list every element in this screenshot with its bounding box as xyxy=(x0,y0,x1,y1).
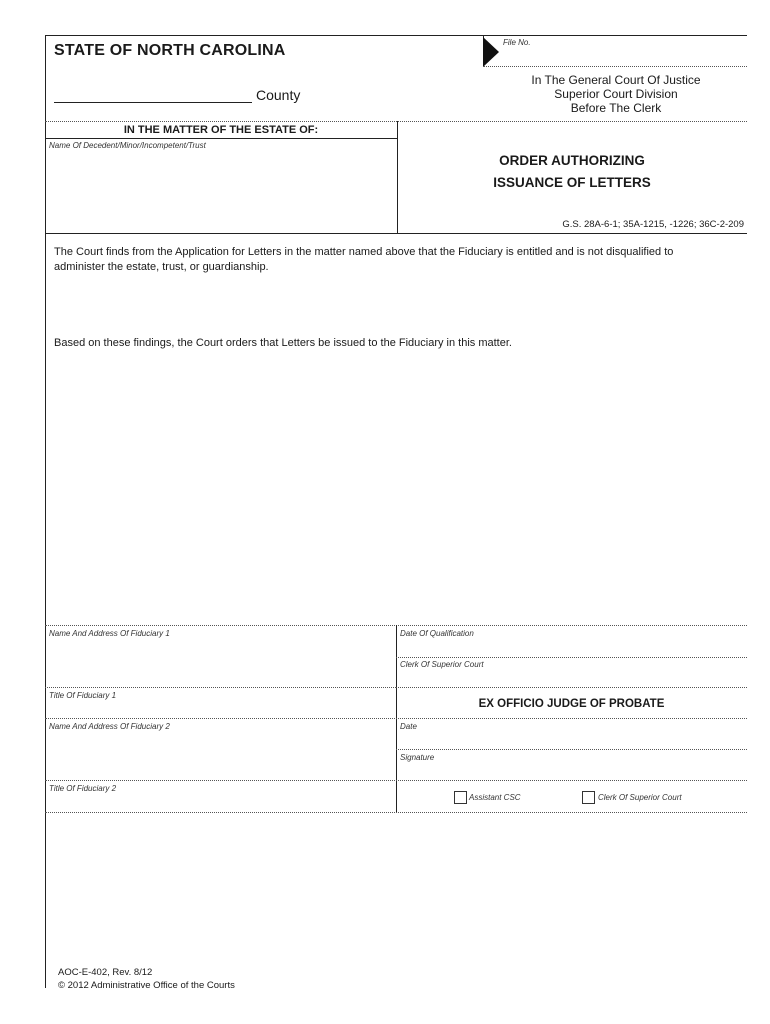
file-no-line[interactable] xyxy=(483,66,747,67)
matter-heading-underline xyxy=(45,138,397,139)
date-of-qualification-label: Date Of Qualification xyxy=(400,629,474,638)
clerk-of-superior-court-label: Clerk Of Superior Court xyxy=(400,660,484,669)
court-line-1: In The General Court Of Justice xyxy=(531,73,701,87)
arrow-icon xyxy=(483,37,501,67)
finding-text: The Court finds from the Application for Letters in the matter named above that the Fiduciary is entitled and is not disqualified to administer the estate, trust, or guardianship. xyxy=(54,246,674,273)
body-top-line xyxy=(45,233,747,234)
top-border xyxy=(45,35,747,36)
date-line[interactable] xyxy=(396,749,747,750)
matter-top-line xyxy=(45,121,747,122)
statutes: G.S. 28A-6-1; 35A-1215, -1226; 36C-2-209 xyxy=(562,219,744,230)
fiduciary1-title-label: Title Of Fiduciary 1 xyxy=(49,691,117,700)
court-name-block xyxy=(486,73,746,115)
left-border xyxy=(45,35,46,988)
signature-label: Signature xyxy=(400,753,435,762)
order-title-line-1: ORDER AUTHORIZING xyxy=(499,153,645,168)
file-no-label: File No. xyxy=(503,38,531,47)
date-of-qualification-line[interactable] xyxy=(396,657,747,658)
decedent-name-field[interactable] xyxy=(49,160,389,230)
fiduciary2-title-label: Title Of Fiduciary 2 xyxy=(49,784,117,793)
fiduciary1-title-line[interactable] xyxy=(45,718,747,719)
copyright: © 2012 Administrative Office of the Courts xyxy=(58,980,235,991)
clerk-of-superior-court-checkbox[interactable] xyxy=(582,791,595,804)
assistant-csc-label: Assistant CSC xyxy=(469,793,521,802)
order-title xyxy=(397,150,747,194)
assistant-csc-checkbox[interactable] xyxy=(454,791,467,804)
clerk-name-line[interactable] xyxy=(396,687,747,688)
county-label: County xyxy=(256,87,301,103)
order-text: Based on these findings, the Court orders that Letters be issued to the Fiduciary in this matter. xyxy=(54,337,512,349)
fiduciary1-name-line[interactable] xyxy=(45,687,396,688)
clerk-checkbox-label: Clerk Of Superior Court xyxy=(598,793,682,802)
fiduciary1-name-label: Name And Address Of Fiduciary 1 xyxy=(49,629,170,638)
state-title: STATE OF NORTH CAROLINA xyxy=(54,42,286,59)
footer xyxy=(58,966,235,992)
order-title-line-2: ISSUANCE OF LETTERS xyxy=(493,175,651,190)
county-input-line[interactable] xyxy=(54,102,252,103)
signature-line[interactable] xyxy=(45,780,747,781)
court-line-3: Before The Clerk xyxy=(570,101,662,115)
fiduciary2-name-label: Name And Address Of Fiduciary 2 xyxy=(49,722,170,731)
decedent-name-label: Name Of Decedent/Minor/Incompetent/Trust xyxy=(49,141,206,150)
ex-officio-judge-of-probate: EX OFFICIO JUDGE OF PROBATE xyxy=(478,698,665,710)
matter-heading: IN THE MATTER OF THE ESTATE OF: xyxy=(123,124,319,136)
form-number: AOC-E-402, Rev. 8/12 xyxy=(58,967,153,978)
fiduciary-section-bottom-line xyxy=(45,812,747,813)
court-line-2: Superior Court Division xyxy=(554,87,678,101)
date-label: Date xyxy=(400,722,417,731)
